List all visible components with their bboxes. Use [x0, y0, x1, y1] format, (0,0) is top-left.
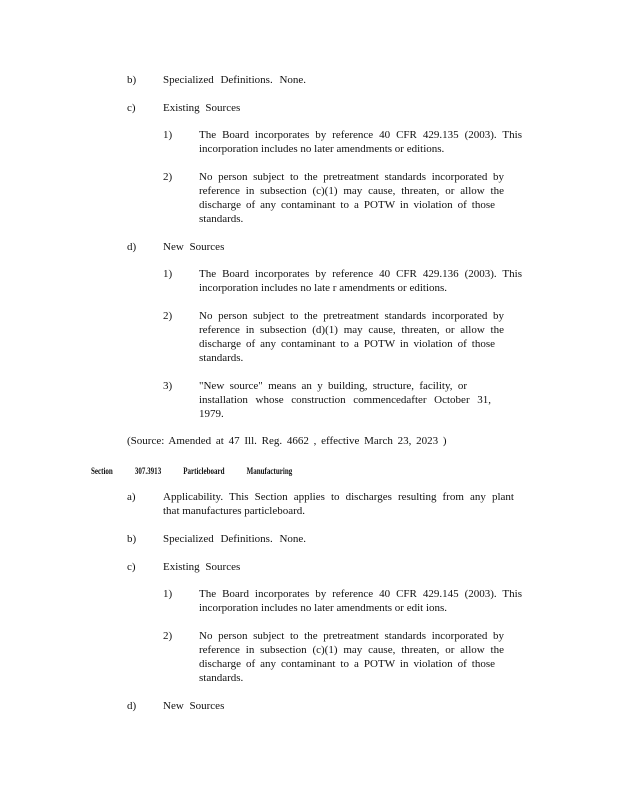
- source-note: (Source: Amended at 47 Ill. Reg. 4662 , effective March 23, 2023 ): [127, 435, 447, 447]
- item-b-label: b): [127, 74, 137, 86]
- item-b-text: Specialized Definitions. None.: [163, 533, 307, 545]
- paragraph-line: incorporation includes no late r amendments or editions.: [199, 282, 448, 294]
- item-c1-label: 1): [163, 588, 173, 600]
- paragraph-line: standards.: [199, 672, 244, 684]
- paragraph-line: discharge of any contaminant to a POTW in violation of those: [199, 658, 495, 670]
- paragraph-line: standards.: [199, 213, 244, 225]
- paragraph-line: The Board incorporates by reference 40 CFR 429.136 (2003). This: [199, 268, 522, 280]
- paragraph-line: installation whose construction commencedafter October 31,: [199, 394, 491, 406]
- paragraph-line: "New source" means an y building, structure, facility, or: [199, 380, 467, 392]
- item-c1-paragraph: [199, 587, 522, 615]
- item-c2-label: 2): [163, 171, 173, 183]
- item-d-label: d): [127, 700, 137, 712]
- item-c-heading: Existing Sources: [163, 102, 241, 114]
- item-a-paragraph: [163, 490, 514, 518]
- item-d1-label: 1): [163, 268, 173, 280]
- item-d1-paragraph: [199, 267, 522, 295]
- item-c2-paragraph: [199, 629, 504, 685]
- item-c2-paragraph: [199, 170, 504, 226]
- item-d-heading: New Sources: [163, 700, 225, 712]
- section-heading: [91, 464, 313, 478]
- item-c1-paragraph: [199, 128, 522, 156]
- paragraph-line: The Board incorporates by reference 40 CFR 429.135 (2003). This: [199, 129, 522, 141]
- paragraph-line: standards.: [199, 352, 244, 364]
- section-title-word: Particleboard: [183, 466, 225, 476]
- item-b-label: b): [127, 533, 137, 545]
- item-c1-label: 1): [163, 129, 173, 141]
- paragraph-line: The Board incorporates by reference 40 CFR 429.145 (2003). This: [199, 588, 522, 600]
- paragraph-line: discharge of any contaminant to a POTW in violation of those: [199, 199, 495, 211]
- paragraph-line: reference in subsection (c)(1) may cause, threaten, or allow the: [199, 644, 504, 656]
- paragraph-line: that manufactures particleboard.: [163, 505, 306, 517]
- paragraph-line: reference in subsection (d)(1) may cause, threaten, or allow the: [199, 324, 504, 336]
- paragraph-line: incorporation includes no later amendments or edit ions.: [199, 602, 448, 614]
- paragraph-line: incorporation includes no later amendments or editions.: [199, 143, 445, 155]
- item-d2-paragraph: [199, 309, 504, 365]
- item-d3-label: 3): [163, 380, 173, 392]
- item-d3-paragraph: [199, 379, 491, 421]
- item-b-text: Specialized Definitions. None.: [163, 74, 307, 86]
- item-c-heading: Existing Sources: [163, 561, 241, 573]
- item-c-label: c): [127, 102, 136, 114]
- paragraph-line: reference in subsection (c)(1) may cause, threaten, or allow the: [199, 185, 504, 197]
- item-d-label: d): [127, 241, 137, 253]
- item-a-label: a): [127, 491, 136, 503]
- section-word: Section: [91, 466, 113, 476]
- item-c2-label: 2): [163, 630, 173, 642]
- paragraph-line: 1979.: [199, 408, 224, 420]
- item-d2-label: 2): [163, 310, 173, 322]
- paragraph-line: No person subject to the pretreatment standards incorporated by: [199, 310, 504, 322]
- paragraph-line: No person subject to the pretreatment standards incorporated by: [199, 171, 504, 183]
- section-title-word: Manufacturing: [246, 466, 293, 476]
- section-number: 307.3913: [134, 466, 162, 476]
- item-d-heading: New Sources: [163, 241, 225, 253]
- item-c-label: c): [127, 561, 136, 573]
- paragraph-line: discharge of any contaminant to a POTW in violation of those: [199, 338, 495, 350]
- paragraph-line: Applicability. This Section applies to discharges resulting from any plant: [163, 491, 514, 503]
- paragraph-line: No person subject to the pretreatment standards incorporated by: [199, 630, 504, 642]
